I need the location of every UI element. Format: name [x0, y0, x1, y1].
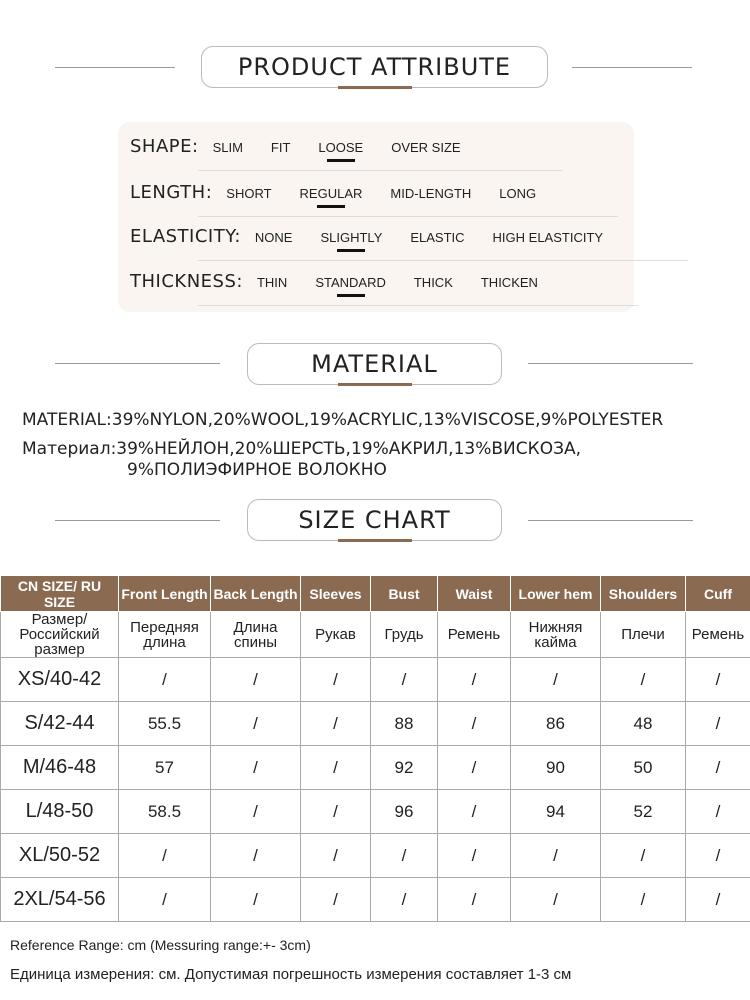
table-cell: S/42-44 — [1, 702, 119, 746]
table-cell: / — [601, 658, 686, 702]
attribute-option: THICKEN — [480, 275, 538, 290]
attribute-option: STANDARD — [315, 275, 386, 290]
attribute-row — [130, 226, 631, 247]
table-cell: CN SIZE/ RU SIZE — [1, 576, 119, 612]
table-cell: 58.5 — [119, 790, 211, 834]
table-row — [1, 790, 750, 834]
table-cell: / — [601, 878, 686, 922]
table-cell: / — [301, 834, 371, 878]
table-cell: Back Length — [211, 576, 301, 612]
table-cell: 2XL/54-56 — [1, 878, 119, 922]
divider — [572, 67, 692, 68]
table-cell: 48 — [601, 702, 686, 746]
table-cell: Ремень — [686, 612, 750, 658]
table-cell: / — [686, 790, 750, 834]
table-cell: / — [371, 834, 438, 878]
table-cell: XL/50-52 — [1, 834, 119, 878]
material-ru-cont: 9%ПОЛИЭФИРНОЕ ВОЛОКНО — [127, 460, 387, 480]
material-ru: Материал:39%НЕЙЛОН,20%ШЕРСТЬ,19%АКРИЛ,13%ВИСКОЗА, — [22, 439, 582, 459]
table-cell: Shoulders — [601, 576, 686, 612]
table-cell: Lower hem — [511, 576, 601, 612]
attribute-option: MID-LENGTH — [390, 186, 472, 201]
table-cell: / — [301, 702, 371, 746]
underline — [198, 260, 688, 261]
table-row — [1, 702, 750, 746]
table-cell: 86 — [511, 702, 601, 746]
table-cell: Грудь — [371, 612, 438, 658]
table-cell: Front Length — [119, 576, 211, 612]
table-cell: Передняя длина — [119, 612, 211, 658]
table-row — [1, 746, 750, 790]
table-row — [1, 658, 750, 702]
table-cell: Нижняя кайма — [511, 612, 601, 658]
footer-en: Reference Range: cm (Messuring range:+- 3cm) — [10, 937, 311, 953]
table-cell: / — [301, 746, 371, 790]
material-en: MATERIAL:39%NYLON,20%WOOL,19%ACRYLIC,13%VISCOSE,9%POLYESTER — [22, 410, 664, 430]
table-cell: Длина спины — [211, 612, 301, 658]
attribute-label: THICKNESS: — [130, 271, 243, 292]
table-cell: / — [211, 834, 301, 878]
attribute-label: LENGTH: — [130, 182, 213, 203]
attribute-option: THIN — [256, 275, 288, 290]
table-cell: / — [686, 658, 750, 702]
size-chart-table — [0, 575, 750, 922]
table-cell: / — [211, 658, 301, 702]
underline — [198, 170, 563, 171]
table-cell: / — [601, 834, 686, 878]
table-cell: 90 — [511, 746, 601, 790]
table-cell: XS/40-42 — [1, 658, 119, 702]
attribute-option: THICK — [413, 275, 453, 290]
table-cell: / — [211, 702, 301, 746]
table-cell: Cuff — [686, 576, 750, 612]
footer-ru: Единица измерения: см. Допустимая погрешность измерения составляет 1-3 см — [10, 966, 572, 983]
table-cell: / — [438, 878, 511, 922]
table-cell: / — [438, 790, 511, 834]
table-cell: 94 — [511, 790, 601, 834]
table-cell: L/48-50 — [1, 790, 119, 834]
attribute-label: ELASTICITY: — [130, 226, 241, 247]
table-cell: / — [119, 878, 211, 922]
material-title: MATERIAL — [247, 343, 502, 385]
divider — [528, 363, 693, 364]
table-cell: M/46-48 — [1, 746, 119, 790]
table-cell: / — [371, 878, 438, 922]
attribute-row — [130, 136, 489, 157]
attribute-option: HIGH ELASTICITY — [492, 230, 604, 245]
table-cell: / — [438, 746, 511, 790]
divider — [55, 520, 220, 521]
table-cell: / — [211, 790, 301, 834]
table-cell: / — [301, 790, 371, 834]
table-row — [1, 576, 750, 612]
table-cell: / — [438, 834, 511, 878]
table-cell: 50 — [601, 746, 686, 790]
attribute-option: NONE — [254, 230, 293, 245]
table-cell: Bust — [371, 576, 438, 612]
table-cell: 96 — [371, 790, 438, 834]
table-cell: / — [371, 658, 438, 702]
table-cell: / — [301, 658, 371, 702]
table-cell: / — [211, 878, 301, 922]
attribute-option: LOOSE — [318, 140, 364, 155]
attribute-row — [130, 271, 566, 292]
table-row — [1, 834, 750, 878]
table-cell: / — [119, 658, 211, 702]
table-row — [1, 878, 750, 922]
attribute-option: REGULAR — [299, 186, 363, 201]
attribute-option: ELASTIC — [410, 230, 465, 245]
table-cell: 92 — [371, 746, 438, 790]
table-cell: / — [438, 702, 511, 746]
table-cell: Ремень — [438, 612, 511, 658]
table-cell: / — [686, 702, 750, 746]
attribute-row — [130, 182, 564, 203]
attribute-option: OVER SIZE — [391, 140, 461, 155]
attribute-panel — [118, 122, 634, 312]
size-chart-title: SIZE CHART — [247, 499, 502, 541]
table-cell: / — [511, 658, 601, 702]
underline — [198, 305, 638, 306]
table-row — [1, 612, 750, 658]
table-cell: 88 — [371, 702, 438, 746]
attribute-label: SHAPE: — [130, 136, 199, 157]
table-cell: Плечи — [601, 612, 686, 658]
table-cell: / — [301, 878, 371, 922]
table-cell: Waist — [438, 576, 511, 612]
table-cell: / — [119, 834, 211, 878]
divider — [55, 363, 220, 364]
table-cell: / — [686, 834, 750, 878]
table-cell: 55.5 — [119, 702, 211, 746]
divider — [528, 520, 693, 521]
attribute-option: FIT — [270, 140, 291, 155]
attribute-option: LONG — [499, 186, 537, 201]
divider — [55, 67, 175, 68]
underline — [198, 216, 618, 217]
attribute-option: SHORT — [226, 186, 272, 201]
table-cell: / — [211, 746, 301, 790]
attribute-option: SLIM — [212, 140, 243, 155]
table-cell: 57 — [119, 746, 211, 790]
table-cell: / — [511, 834, 601, 878]
table-cell: Размер/ Российский размер — [1, 612, 119, 658]
table-cell: Sleeves — [301, 576, 371, 612]
table-cell: 52 — [601, 790, 686, 834]
table-cell: / — [686, 746, 750, 790]
table-cell: Рукав — [301, 612, 371, 658]
attribute-option: SLIGHTLY — [320, 230, 383, 245]
table-cell: / — [686, 878, 750, 922]
product-attribute-title: PRODUCT ATTRIBUTE — [201, 46, 548, 88]
table-cell: / — [511, 878, 601, 922]
table-cell: / — [438, 658, 511, 702]
